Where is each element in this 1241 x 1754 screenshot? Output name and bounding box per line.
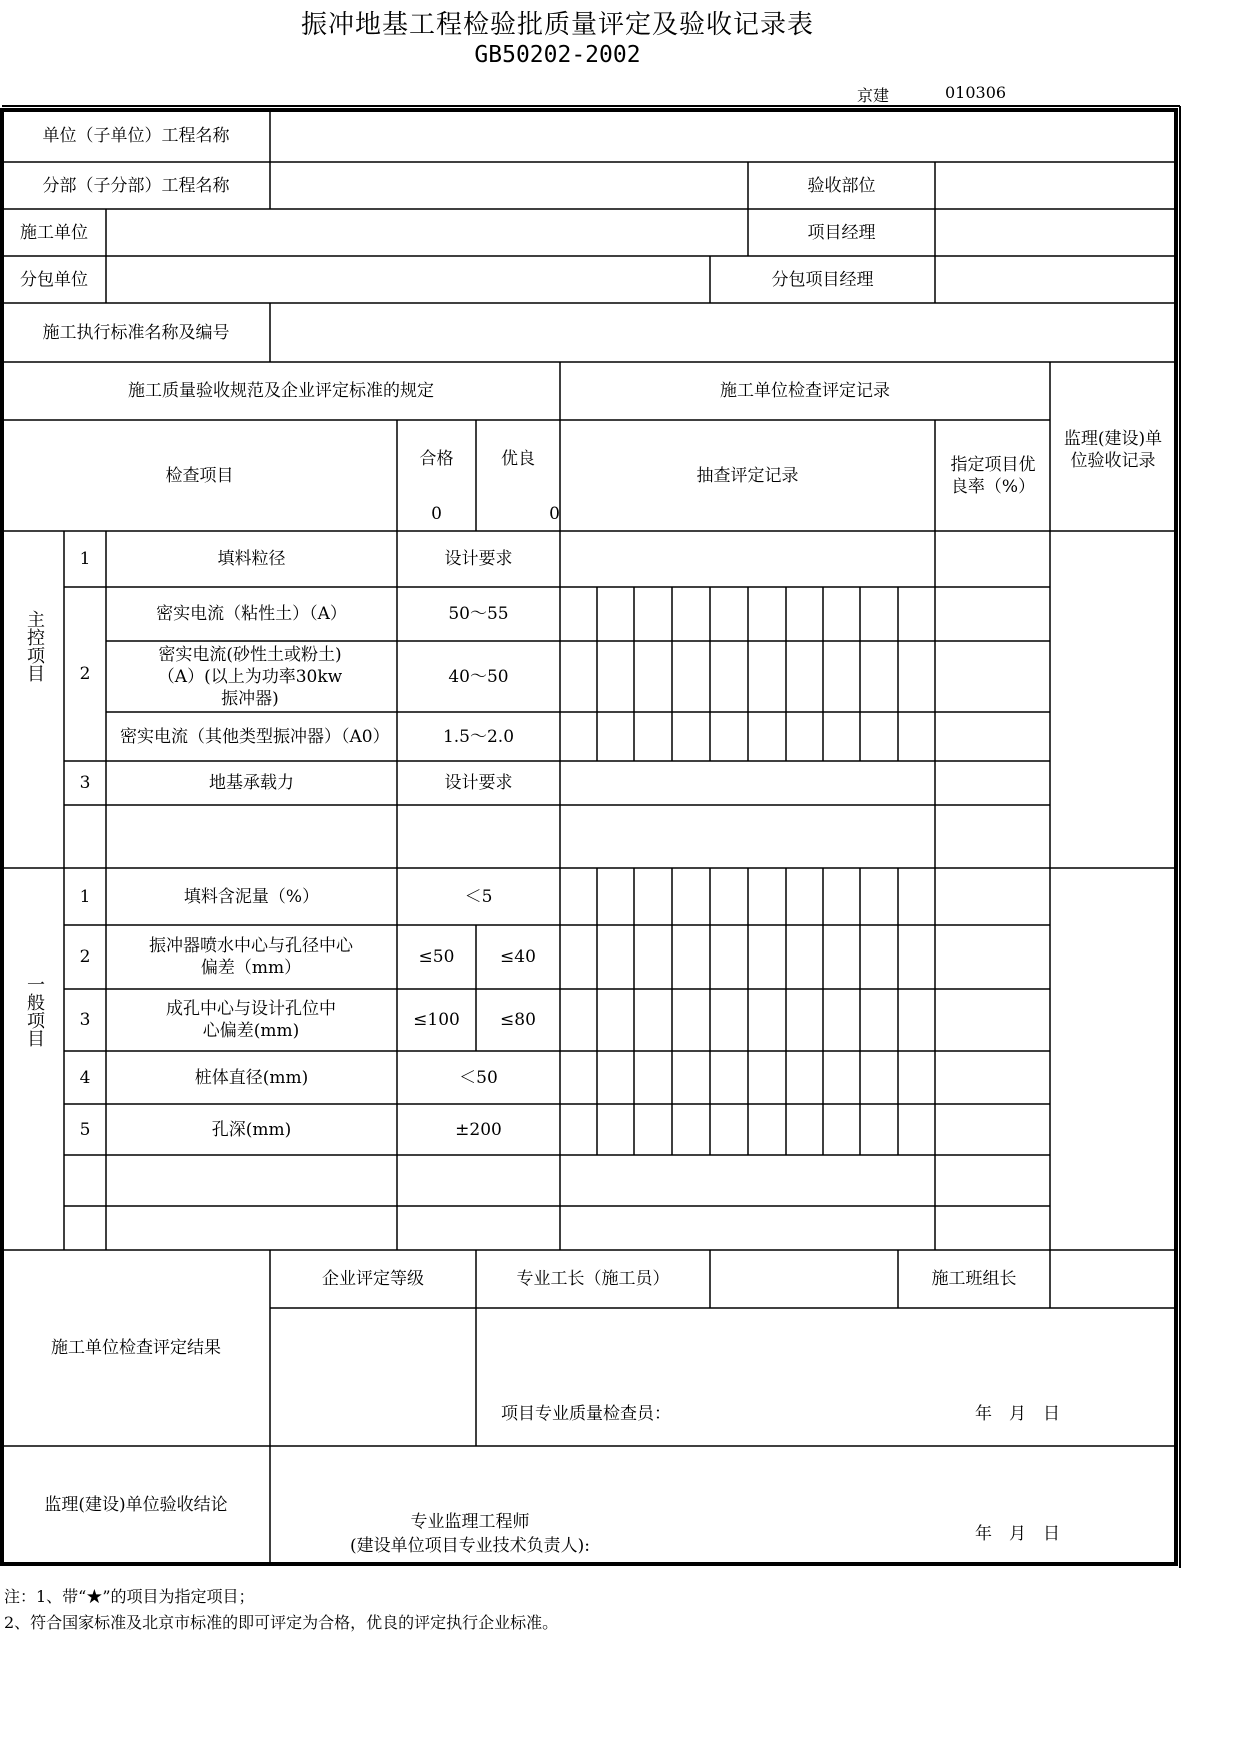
general-item-name: 填料含泥量（%） [183, 886, 320, 907]
note-line: 注：1、带“★”的项目为指定项目； [4, 1587, 255, 1606]
general-item-name: 桩体直径(mm) [194, 1067, 309, 1088]
excellent-count: 0 [549, 504, 560, 524]
qualified-count: 0 [431, 504, 442, 524]
excellent-header: 优良 [501, 449, 535, 469]
inspector-label: 项目专业质量检查员： [501, 1404, 671, 1424]
general-item-no: 1 [79, 886, 91, 907]
main-item-no: 1 [79, 549, 91, 569]
acceptance-part-label: 验收部位 [807, 175, 876, 196]
general-item-no: 5 [79, 1119, 91, 1140]
team-leader-label: 施工班组长 [931, 1269, 1017, 1289]
main-section-label: 主控项目 [24, 610, 45, 682]
spec-header: 施工质量验收规范及企业评定标准的规定 [128, 381, 434, 401]
construction-unit-label: 施工单位 [20, 222, 88, 243]
main-item-name: 密实电流（其他类型振冲器）（A0） [120, 726, 390, 747]
form-title: 振冲地基工程检验批质量评定及验收记录表 [300, 10, 814, 40]
project-manager-label: 项目经理 [807, 222, 876, 243]
main-item-no: 2 [79, 664, 91, 684]
designated-rate-header: 指定项目优良率（%） [950, 455, 1036, 497]
general-item-requirement: ＜5 [464, 886, 493, 907]
general-item-qualified: ≤50 [418, 947, 455, 967]
main-item-requirement: 50～55 [448, 604, 509, 624]
main-item-requirement: 40～50 [448, 666, 509, 687]
check-item-header: 检查项目 [165, 465, 234, 486]
general-item-no: 2 [79, 947, 91, 967]
grade-label: 企业评定等级 [322, 1269, 424, 1289]
general-item-name: 成孔中心与设计孔位中心偏差(mm) [166, 999, 336, 1041]
general-item-excellent: ≤80 [500, 1010, 536, 1030]
main-item-requirement: 设计要求 [444, 773, 513, 793]
conclusion-date-label: 年 月 日 [975, 1524, 1060, 1544]
main-item-name: 地基承载力 [209, 773, 294, 793]
subcontract-unit-label: 分包单位 [20, 269, 88, 290]
standard-code: GB50202-2002 [474, 42, 641, 68]
unit-project-label: 单位（子单位）工程名称 [42, 126, 230, 146]
general-item-no: 3 [79, 1010, 91, 1030]
note-line: 2、符合国家标准及北京市标准的即可评定为合格，优良的评定执行企业标准。 [4, 1613, 559, 1632]
result-section-label: 施工单位检查评定结果 [51, 1338, 221, 1358]
record-header: 施工单位检查评定记录 [720, 381, 890, 401]
standard-label: 施工执行标准名称及编号 [42, 322, 230, 343]
subcontract-manager-label: 分包项目经理 [771, 269, 874, 290]
general-item-requirement: ＜50 [459, 1067, 498, 1088]
general-item-requirement: ±200 [455, 1119, 502, 1140]
conclusion-section-label: 监理(建设)单位验收结论 [44, 1495, 228, 1515]
general-item-no: 4 [79, 1067, 91, 1088]
main-item-name: 填料粒径 [217, 549, 286, 569]
general-item-name: 振冲器喷水中心与孔径中心偏差（mm） [149, 936, 353, 978]
engineer-sub-label: (建设单位项目专业技术负责人): [350, 1536, 590, 1556]
foreman-label: 专业工长（施工员） [516, 1269, 670, 1289]
main-item-no: 3 [79, 773, 91, 793]
main-item-requirement: 1.5～2.0 [442, 726, 515, 747]
engineer-label: 专业监理工程师 [410, 1512, 530, 1532]
result-date-label: 年 月 日 [975, 1404, 1060, 1424]
main-item-name: 密实电流(砂性土或粉土)（A）(以上为功率30kw振冲器) [157, 644, 343, 709]
form-number: 010306 [945, 83, 1007, 102]
general-section-label: 一般项目 [24, 975, 45, 1047]
general-item-excellent: ≤40 [500, 947, 536, 967]
sub-project-label: 分部（子分部）工程名称 [42, 175, 230, 196]
sampling-record-header: 抽查评定记录 [696, 465, 799, 486]
general-item-name: 孔深(mm) [211, 1119, 292, 1140]
general-item-qualified: ≤100 [413, 1010, 460, 1030]
main-item-requirement: 设计要求 [444, 549, 513, 569]
qualified-header: 合格 [419, 449, 454, 469]
form-prefix: 京建 [857, 86, 890, 105]
main-item-name: 密实电流（粘性土）（A） [156, 604, 347, 624]
supervisor-header: 监理(建设)单位验收记录 [1063, 429, 1163, 471]
